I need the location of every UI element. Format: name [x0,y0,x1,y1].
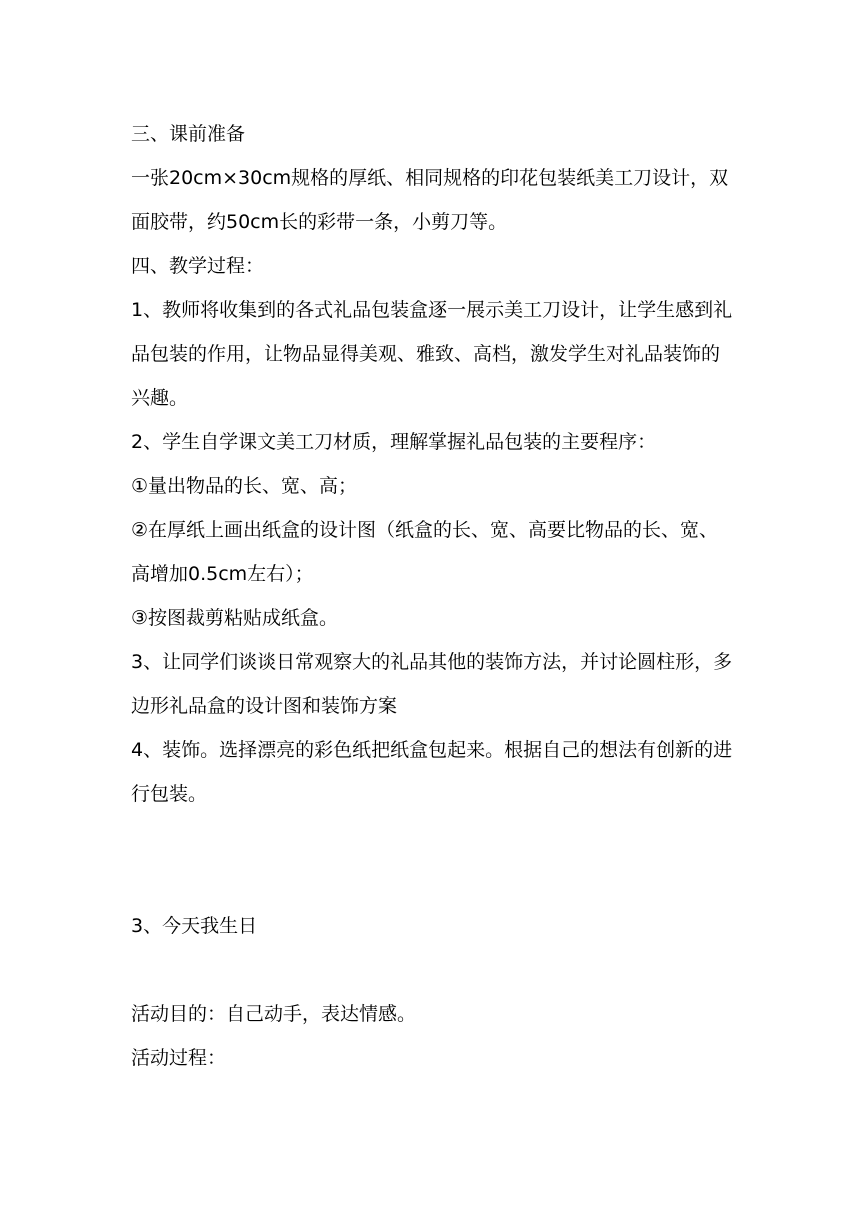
blank-space [131,948,733,992]
section-title-birthday: 3、今天我生日 [131,915,258,937]
paragraph-substep-3: ③按图裁剪粘贴成纸盒。 [131,607,339,629]
paragraph-substep-1: ①量出物品的长、宽、高； [131,475,358,497]
paragraph-step-4: 4、装饰。选择漂亮的彩色纸把纸盒包起来。根据自己的想法有创新的进行包装。 [131,739,733,805]
blank-space [131,816,733,904]
paragraph-materials: 一张20cm×30cm规格的厚纸、相同规格的印花包装纸美工刀设计，双面胶带，约50cm长的彩带一条，小剪刀等。 [131,167,729,233]
document-body [131,112,733,1080]
paragraph-step-3: 3、让同学们谈谈日常观察大的礼品其他的装饰方法，并讨论圆柱形，多边形礼品盒的设计图和装饰方案 [131,651,733,717]
section-heading-teaching-process: 四、教学过程： [131,255,265,277]
activity-goal: 活动目的：自己动手，表达情感。 [131,1003,417,1025]
section-heading-preparation: 三、课前准备 [131,123,246,145]
activity-process: 活动过程： [131,1047,227,1069]
paragraph-step-2: 2、学生自学课文美工刀材质，理解掌握礼品包装的主要程序： [131,431,657,453]
paragraph-substep-2: ②在厚纸上画出纸盒的设计图（纸盒的长、宽、高要比物品的长、宽、高增加0.5cm左右）； [131,519,719,585]
paragraph-step-1: 1、教师将收集到的各式礼品包装盒逐一展示美工刀设计，让学生感到礼品包装的作用，让物品显得美观、雅致、高档，激发学生对礼品装饰的兴趣。 [131,299,733,409]
